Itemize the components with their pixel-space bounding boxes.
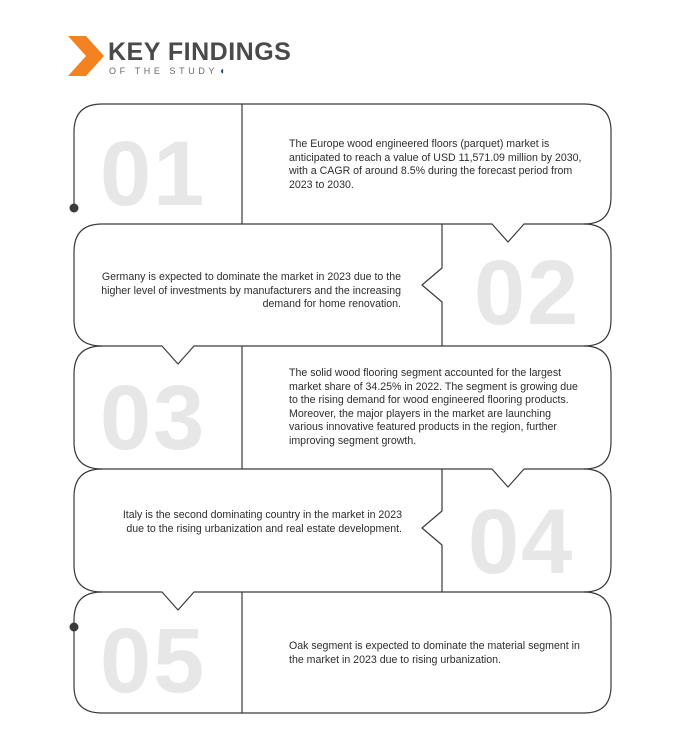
end-dot (70, 623, 79, 632)
finding-text-3: The solid wood flooring segment accounted for the largest market share of 34.25% in 2022. The segment is growing due to the rising demand for wood engineered flooring products. Moreover, the major players in the market are launching various innovative featured products in the region, further improving segment growth. (289, 367, 578, 447)
finding-number-5: 05 (100, 610, 207, 712)
finding-pointer-2 (422, 224, 442, 346)
crescent-icon: ◖ (219, 66, 226, 77)
subtitle-text: OF THE STUDY (109, 66, 219, 76)
finding-number-2: 02 (474, 242, 581, 344)
finding-text-4: Italy is the second dominating country in the market in 2023 due to the rising urbanization and real estate development. (122, 509, 402, 535)
finding-pointer-4 (422, 469, 442, 592)
finding-number-3: 03 (100, 367, 207, 469)
finding-text-1: The Europe wood engineered floors (parquet) market is anticipated to reach a value of USD 11,571.09 million by 2030, with a CAGR of around 8.5% during the forecast period from 2023 to 2030. (289, 138, 582, 191)
finding-number-1: 01 (100, 123, 207, 225)
finding-text-5: Oak segment is expected to dominate the material segment in the market in 2023 due to rising urbanization. (289, 640, 580, 666)
page-title: KEY FINDINGS (108, 38, 292, 66)
finding-text-2: Germany is expected to dominate the market in 2023 due to the higher level of investments by manufacturers and the increasing demand for home renovation. (101, 271, 401, 311)
finding-number-4: 04 (468, 491, 575, 593)
start-dot (70, 204, 79, 213)
